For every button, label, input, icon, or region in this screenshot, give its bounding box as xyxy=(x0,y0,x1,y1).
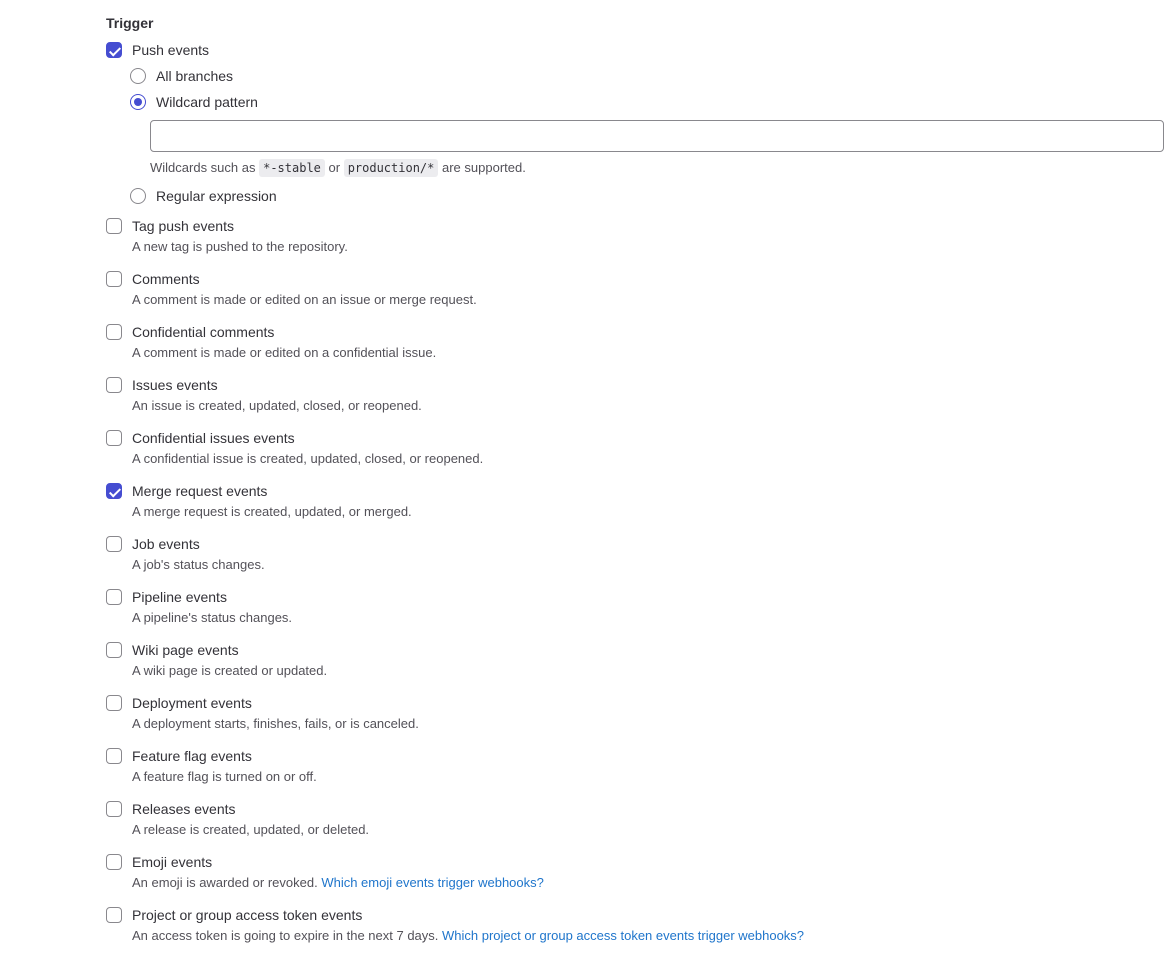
confidential-comments-help: A comment is made or edited on a confidential issue. xyxy=(132,345,437,360)
comments-help: A comment is made or edited on an issue or merge request. xyxy=(132,292,477,307)
checkbox-row-releases-events[interactable] xyxy=(106,799,1167,840)
wildcard-help-text xyxy=(150,158,1167,178)
all-branches-label: All branches xyxy=(156,68,234,84)
checkbox-row-project-or-group-access-token-events[interactable] xyxy=(106,905,1167,946)
emoji-events-help xyxy=(132,873,1167,893)
emoji-events-label: Emoji events xyxy=(132,854,213,870)
checkbox-row-push-events[interactable] xyxy=(106,40,1167,60)
push-events-label: Push events xyxy=(132,42,210,58)
issues-events-checkbox[interactable] xyxy=(106,377,122,393)
checkbox-row-merge-request-events[interactable] xyxy=(106,481,1167,522)
wildcard-input-wrap xyxy=(150,120,1167,152)
comments-label: Comments xyxy=(132,271,200,287)
section-title: Trigger xyxy=(106,15,154,31)
checkbox-row-wiki-page-events[interactable] xyxy=(106,640,1167,681)
emoji-events-help-text: An emoji is awarded or revoked. xyxy=(132,875,322,890)
confidential-comments-label: Confidential comments xyxy=(132,324,275,340)
merge-request-events-label: Merge request events xyxy=(132,483,268,499)
project-or-group-access-token-events-checkbox[interactable] xyxy=(106,907,122,923)
push-events-checkbox[interactable] xyxy=(106,42,122,58)
releases-events-label: Releases events xyxy=(132,801,236,817)
wiki-page-events-help: A wiki page is created or updated. xyxy=(132,663,328,678)
tag-push-events-checkbox[interactable] xyxy=(106,218,122,234)
checkbox-row-confidential-issues-events[interactable] xyxy=(106,428,1167,469)
all-branches-radio[interactable] xyxy=(130,68,146,84)
issues-events-label: Issues events xyxy=(132,377,218,393)
wiki-page-events-label: Wiki page events xyxy=(132,642,239,658)
checkbox-row-feature-flag-events[interactable] xyxy=(106,746,1167,787)
radio-row-wildcard-pattern[interactable] xyxy=(130,92,1167,112)
releases-events-help: A release is created, updated, or deleted. xyxy=(132,822,370,837)
wildcard-example-2: production/* xyxy=(344,159,439,177)
job-events-help: A job's status changes. xyxy=(132,557,265,572)
regular-expression-label: Regular expression xyxy=(156,188,277,204)
wildcard-help-prefix: Wildcards such as xyxy=(150,160,260,175)
checkbox-row-issues-events[interactable] xyxy=(106,375,1167,416)
radio-row-all-branches[interactable] xyxy=(130,66,1167,86)
pipeline-events-checkbox[interactable] xyxy=(106,589,122,605)
tag-push-events-help: A new tag is pushed to the repository. xyxy=(132,239,348,254)
confidential-comments-checkbox[interactable] xyxy=(106,324,122,340)
confidential-issues-events-checkbox[interactable] xyxy=(106,430,122,446)
issues-events-help: An issue is created, updated, closed, or reopened. xyxy=(132,398,422,413)
merge-request-events-help: A merge request is created, updated, or merged. xyxy=(132,504,412,519)
releases-events-checkbox[interactable] xyxy=(106,801,122,817)
deployment-events-checkbox[interactable] xyxy=(106,695,122,711)
job-events-label: Job events xyxy=(132,536,200,552)
push-events-branch-filter-group xyxy=(130,66,1167,206)
wildcard-help-middle: or xyxy=(324,160,344,175)
deployment-events-help: A deployment starts, finishes, fails, or is canceled. xyxy=(132,716,419,731)
wildcard-pattern-input[interactable] xyxy=(150,120,1164,152)
wiki-page-events-checkbox[interactable] xyxy=(106,642,122,658)
checkbox-row-pipeline-events[interactable] xyxy=(106,587,1167,628)
confidential-issues-events-help: A confidential issue is created, updated, closed, or reopened. xyxy=(132,451,484,466)
access-token-events-help-link[interactable]: Which project or group access token events trigger webhooks? xyxy=(442,928,805,943)
checkbox-row-deployment-events[interactable] xyxy=(106,693,1167,734)
checkbox-row-tag-push-events[interactable] xyxy=(106,216,1167,257)
comments-checkbox[interactable] xyxy=(106,271,122,287)
trigger-section xyxy=(106,12,1167,958)
checkbox-row-comments[interactable] xyxy=(106,269,1167,310)
project-or-group-access-token-events-label: Project or group access token events xyxy=(132,907,363,923)
pipeline-events-label: Pipeline events xyxy=(132,589,227,605)
emoji-events-help-link[interactable]: Which emoji events trigger webhooks? xyxy=(321,875,544,890)
confidential-issues-events-label: Confidential issues events xyxy=(132,430,295,446)
pipeline-events-help: A pipeline's status changes. xyxy=(132,610,293,625)
wildcard-pattern-label: Wildcard pattern xyxy=(156,94,258,110)
merge-request-events-checkbox[interactable] xyxy=(106,483,122,499)
regular-expression-radio[interactable] xyxy=(130,188,146,204)
access-token-events-help-text: An access token is going to expire in the next 7 days. xyxy=(132,928,443,943)
project-or-group-access-token-events-help xyxy=(132,926,1167,946)
checkbox-row-emoji-events[interactable] xyxy=(106,852,1167,893)
checkbox-row-confidential-comments[interactable] xyxy=(106,322,1167,363)
wildcard-help-suffix: are supported. xyxy=(438,160,526,175)
wildcard-example-1: *-stable xyxy=(259,159,325,177)
wildcard-pattern-radio[interactable] xyxy=(130,94,146,110)
radio-row-regular-expression[interactable] xyxy=(130,186,1167,206)
checkbox-row-job-events[interactable] xyxy=(106,534,1167,575)
emoji-events-checkbox[interactable] xyxy=(106,854,122,870)
job-events-checkbox[interactable] xyxy=(106,536,122,552)
feature-flag-events-checkbox[interactable] xyxy=(106,748,122,764)
deployment-events-label: Deployment events xyxy=(132,695,252,711)
event-checkbox-list xyxy=(106,216,1167,946)
feature-flag-events-help: A feature flag is turned on or off. xyxy=(132,769,317,784)
feature-flag-events-label: Feature flag events xyxy=(132,748,252,764)
tag-push-events-label: Tag push events xyxy=(132,218,234,234)
